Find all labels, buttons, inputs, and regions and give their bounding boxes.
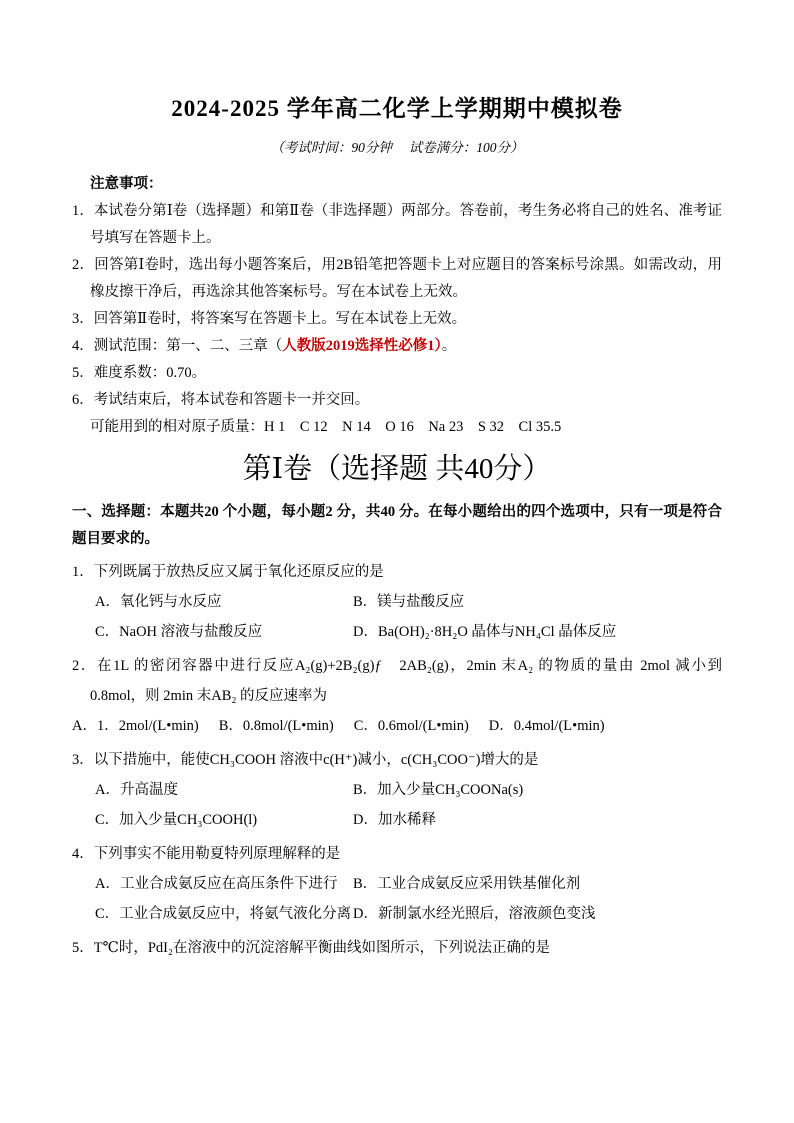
- note-text: 难度系数：0.70。: [93, 365, 207, 381]
- note-text: 回答第Ⅰ卷时，选出每小题答案后，用2B铅笔把答题卡上对应题目的答案标号涂黑。如需改动，用橡皮擦干净后，再选涂其他答案标号。写在本试卷上无效。: [90, 257, 723, 300]
- section-intro: 一、选择题：本题共20 个小题，每小题2 分，共40 分。在每小题给出的四个选项中，只有一项是符合题目要求的。: [72, 504, 722, 547]
- question-5: [72, 933, 722, 963]
- option-b: B．0.8mol/(L•min): [218, 718, 334, 734]
- option-c: C．加入少量CH₃COOH(l): [95, 812, 258, 828]
- option-b: B．加入少量CH₃COONa(s): [353, 782, 524, 798]
- scope-highlight-text: 人教版2019选择性必修1）: [282, 338, 442, 354]
- option-d: D．0.4mol/(L•min): [488, 718, 605, 734]
- notice-item-3: [72, 306, 722, 333]
- question-text: 以下措施中，能使CH₃COOH 溶液中c(H⁺)减小，c(CH₃COO⁻)增大的是: [93, 752, 539, 768]
- reversible-reaction-symbol: ƒ: [374, 658, 382, 674]
- question-stem: [72, 745, 722, 775]
- question-text: T℃时，PdI₂在溶液中的沉淀溶解平衡曲线如图所示，下列说法正确的是: [93, 940, 551, 956]
- option-d: D．加水稀释: [353, 812, 436, 828]
- question-4: [72, 839, 722, 929]
- option-a: A．升高温度: [95, 782, 178, 798]
- options-grid: [95, 587, 722, 647]
- option-d: D．新制氯水经光照后，溶液颜色变浅: [353, 906, 596, 922]
- note-number: 6．: [72, 392, 94, 408]
- note-text: 考试结束后，将本试卷和答题卡一并交回。: [93, 392, 370, 408]
- notice-item-5: [72, 360, 722, 387]
- question-2: [72, 651, 722, 741]
- note-text: 本试卷分第Ⅰ卷（选择题）和第Ⅱ卷（非选择题）两部分。答卷前，考生务必将自己的姓名、准考证号填写在答题卡上。: [90, 203, 722, 246]
- option-a: A．工业合成氨反应在高压条件下进行: [95, 876, 338, 892]
- question-1: [72, 557, 722, 647]
- question-number: 4．: [72, 846, 94, 862]
- note-number: 1．: [72, 203, 94, 219]
- notice-item-2: [72, 252, 722, 306]
- question-stem: [72, 839, 722, 869]
- question-number: 3．: [72, 752, 94, 768]
- option-c: C．NaOH 溶液与盐酸反应: [95, 624, 263, 640]
- notice-heading: 注意事项：: [90, 176, 163, 192]
- note-text-prefix: 测试范围：第一、二、三章（: [93, 338, 283, 354]
- question-text: 在1L 的密闭容器中进行反应A₂(g)+2B₂(g): [96, 658, 375, 674]
- option-a: A．1．2mol/(L•min): [72, 718, 199, 734]
- section-title: 第Ⅰ卷（选择题 共40分）: [242, 453, 552, 485]
- option-c: C．工业合成氨反应中，将氨气液化分离: [95, 906, 352, 922]
- question-text: 下列事实不能用勒夏特列原理解释的是: [93, 846, 341, 862]
- notice-item-4: [72, 333, 722, 360]
- question-text: 下列既属于放热反应又属于氧化还原反应的是: [93, 564, 384, 580]
- question-number: 5．: [72, 940, 94, 956]
- question-3: [72, 745, 722, 835]
- note-number: 2．: [72, 257, 95, 273]
- question-text: 2AB₂(g)，2min 末A₂ 的物质的量由 2mol 减小到0.8mol，则 2min 末AB₂ 的反应速率为: [90, 658, 722, 704]
- note-text-suffix: 。: [441, 338, 457, 354]
- atomic-mass-line: 可能用到的相对原子质量：H 1 C 12 N 14 O 16 Na 23 S 32 Cl 35.5: [90, 419, 562, 435]
- question-number: 1．: [72, 564, 94, 580]
- note-number: 4．: [72, 338, 94, 354]
- question-number: 2．: [72, 658, 97, 674]
- option-b: B．镁与盐酸反应: [353, 594, 465, 610]
- question-stem: [72, 651, 722, 711]
- note-number: 3．: [72, 311, 94, 327]
- option-a: A．氧化钙与水反应: [95, 594, 222, 610]
- option-b: B．工业合成氨反应采用铁基催化剂: [353, 876, 581, 892]
- options-grid: [95, 869, 722, 929]
- option-c: C．0.6mol/(L•min): [353, 718, 469, 734]
- exam-info-subtitle: （考试时间：90分钟 试卷满分：100分）: [270, 140, 524, 155]
- option-d: D．Ba(OH)₂·8H₂O 晶体与NH₄Cl 晶体反应: [353, 624, 617, 640]
- notice-item-6: [72, 387, 722, 414]
- note-number: 5．: [72, 365, 94, 381]
- question-stem: [72, 933, 722, 963]
- options-row: [72, 711, 722, 741]
- note-text: 回答第Ⅱ卷时，将答案写在答题卡上。写在本试卷上无效。: [93, 311, 467, 327]
- options-grid: [95, 775, 722, 835]
- notice-item-1: [72, 198, 722, 252]
- question-stem: [72, 557, 722, 587]
- page-title: 2024-2025 学年高二化学上学期期中模拟卷: [171, 96, 623, 121]
